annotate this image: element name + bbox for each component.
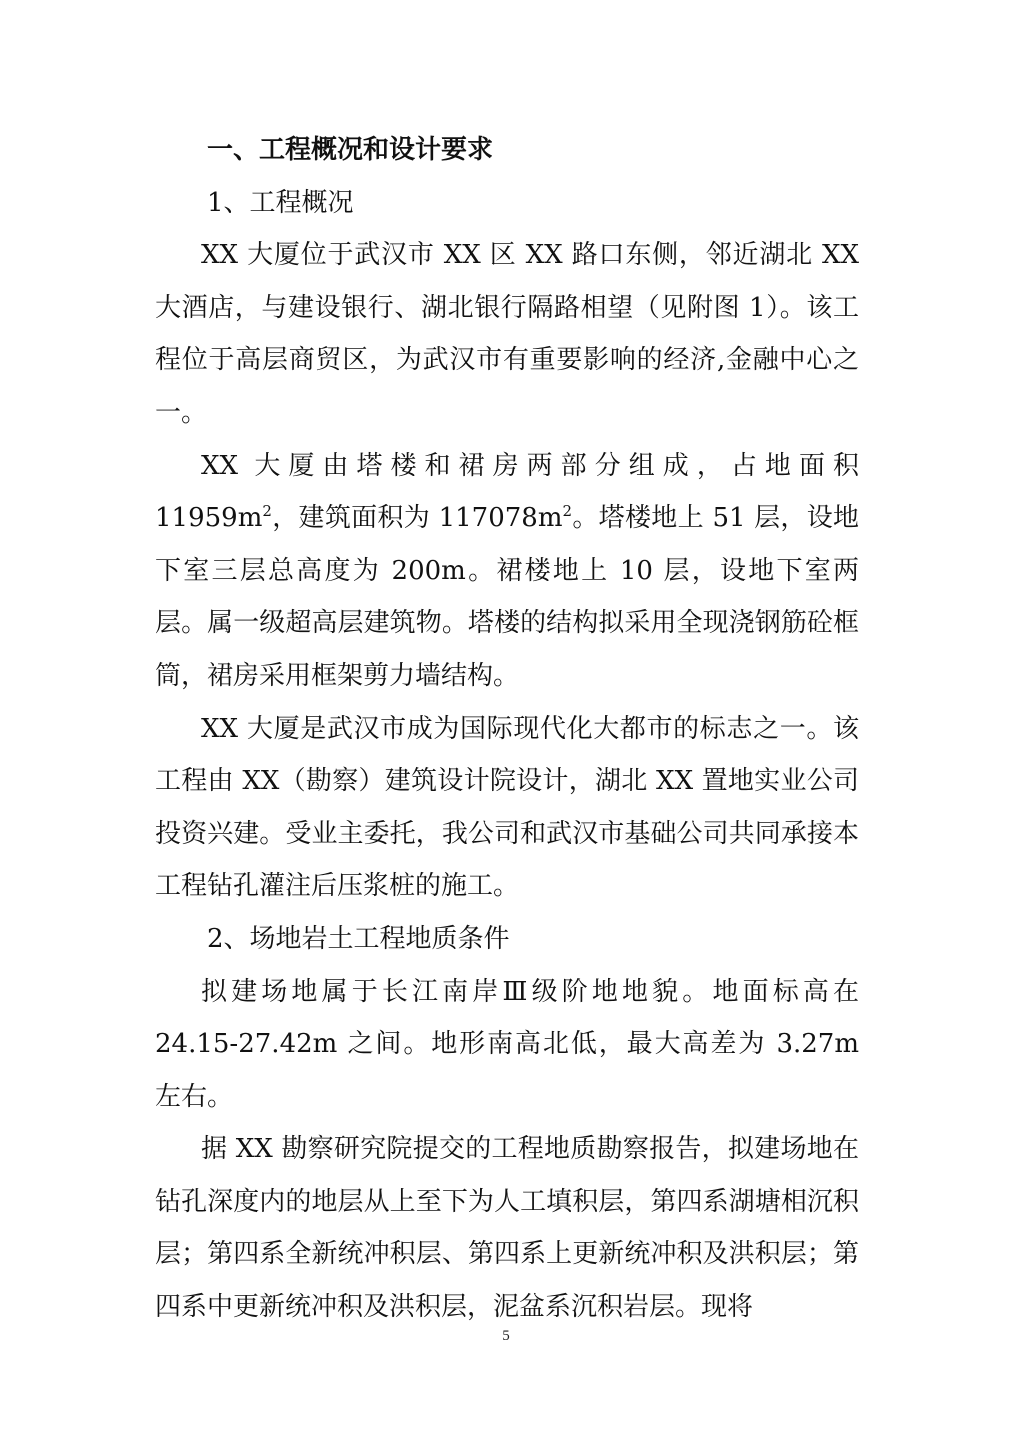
paragraph-location: XX 大厦位于武汉市 XX 区 XX 路口东侧，邻近湖北 XX 大酒店，与建设银行、湖北银行隔路相望（见附图 1）。该工程位于高层商贸区，为武汉市有重要影响的经济,金融中心之一。 (155, 240, 859, 428)
subsection-heading-overview: 1、工程概况 (207, 187, 354, 218)
paragraph-strata: 据 XX 勘察研究院提交的工程地质勘察报告，拟建场地在钻孔深度内的地层从上至下为人工填积层，第四系湖塘相沉积层；第四系全新统冲积层、第四系上更新统冲积及洪积层；第四系中更新统冲积及洪积层，泥盆系沉积岩层。现将 (155, 1134, 859, 1323)
paragraph-terrain: 拟建场地属于长江南岸Ⅲ级阶地地貌。地面标高在 24.15-27.42m 之间。地形南高北低，最大高差为 3.27m 左右。 (155, 976, 859, 1112)
paragraph-significance: XX 大厦是武汉市成为国际现代化大都市的标志之一。该工程由 XX（勘察）建筑设计院设计，湖北 XX 置地实业公司投资兴建。受业主委托，我公司和武汉市基础公司共同承接本工程钻孔灌注后压浆桩的施工。 (155, 713, 859, 902)
superscript: 2 (562, 502, 573, 521)
superscript: 2 (262, 502, 272, 521)
section-heading: 一、工程概况和设计要求 (207, 135, 494, 165)
text-run: ，建筑面积为 117078m (271, 503, 563, 534)
subsection-heading-geology: 2、场地岩土工程地质条件 (207, 923, 510, 954)
text-run: XX 大厦由塔楼和裙房两部分组成，占地面积 11959m (155, 450, 859, 534)
text-run: 。塔楼地上 51 层，设地下室三层总高度为 200m。裙楼地上 10 层，设地下室两层。属一级超高层建筑物。塔楼的结构拟采用全现浇钢筋砼框筒，裙房采用框架剪力墙结构。 (155, 503, 859, 691)
document-content (155, 124, 859, 1334)
paragraph-building-size (155, 440, 859, 703)
page-number: 5 (502, 1328, 510, 1344)
